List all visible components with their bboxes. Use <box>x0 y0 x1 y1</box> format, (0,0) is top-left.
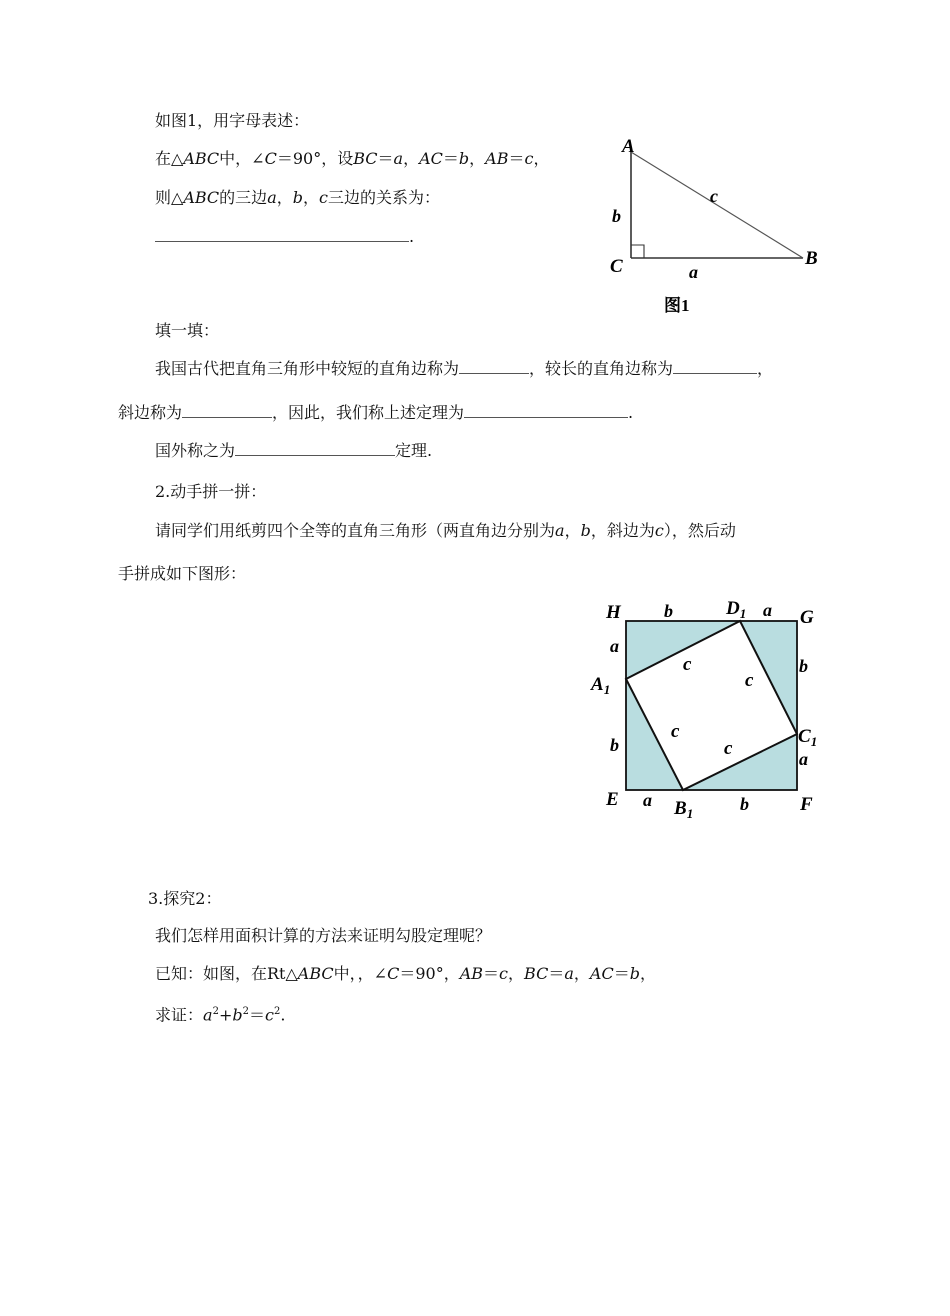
var-ac: AC <box>419 149 443 168</box>
equals: ＝ <box>613 964 630 983</box>
fill-text: 国外称之为 <box>155 441 236 460</box>
var-a: a <box>393 149 404 168</box>
section-2-paragraph-1 <box>155 520 736 542</box>
given-text <box>155 148 549 170</box>
equals: ＝ <box>442 149 459 168</box>
inner-c-label-right: c <box>745 670 754 691</box>
known-conditions <box>155 963 656 985</box>
var-abc: ABC <box>183 188 220 207</box>
sep: ， <box>533 149 550 168</box>
fill-text: . <box>628 403 634 422</box>
equals: ＝ <box>508 149 525 168</box>
given-part: 在△ <box>155 149 184 168</box>
intro-text: 如图1，用字母表述： <box>155 111 310 130</box>
fill-line-2 <box>118 402 633 424</box>
sep: ， <box>639 964 656 983</box>
right-b-label: b <box>799 656 808 676</box>
sep: ， <box>303 188 320 207</box>
inner-c-label-top: c <box>683 654 692 675</box>
side-c-label: c <box>710 186 718 206</box>
inner-c-label-left: c <box>671 721 680 742</box>
var-a: a <box>267 188 277 207</box>
fill-text: 定理. <box>395 441 433 460</box>
var-bc: BC <box>353 149 378 168</box>
right-a-label: a <box>799 749 808 769</box>
relation-answer-line <box>155 226 414 248</box>
var-c: c <box>654 521 664 540</box>
theorem-name-blank[interactable] <box>464 403 628 418</box>
vertex-c-label: C <box>610 256 623 277</box>
vertex-a1-label: $A_1$ <box>591 674 611 697</box>
section-2-heading: 2.动手拼一拼： <box>155 482 267 501</box>
bottom-b-label: b <box>740 794 749 814</box>
section-2-paragraph-2: 手拼成如下图形： <box>118 564 247 583</box>
relation-answer-blank[interactable] <box>155 227 409 242</box>
sep: ， <box>403 149 420 168</box>
sep: ， <box>573 964 590 983</box>
plus-sign: + <box>218 1005 233 1025</box>
var-a: a <box>203 1005 213 1025</box>
var-ab: AB <box>485 149 509 168</box>
var-b: b <box>580 521 591 540</box>
left-a-label: a <box>610 636 619 656</box>
fill-text: ， <box>757 359 774 378</box>
figure-1-caption: 图1 <box>664 296 690 315</box>
vertex-g-label: G <box>800 607 814 628</box>
foreign-theorem-name-blank[interactable] <box>235 441 395 456</box>
var-b: b <box>292 188 303 207</box>
section-3-question: 我们怎样用面积计算的方法来证明勾股定理呢？ <box>155 926 492 945</box>
relation-part: 的三边 <box>219 188 268 207</box>
long-leg-name-blank[interactable] <box>673 359 757 374</box>
var-abc: ABC <box>183 149 220 168</box>
var-abc: ABC <box>297 964 334 983</box>
exponent: 2 <box>212 1006 219 1017</box>
fill-heading: 填一填： <box>155 321 220 340</box>
fill-line-1 <box>155 358 773 380</box>
bottom-a-label: a <box>643 790 652 810</box>
given-part: 中，∠ <box>219 149 265 168</box>
prove-text: 求证： <box>155 1005 204 1025</box>
vertex-e-label: E <box>606 789 619 810</box>
relation-part: 则△ <box>155 188 184 207</box>
period: . <box>280 1005 286 1025</box>
para-text: ，斜边为 <box>590 521 655 540</box>
vertex-a-label: A <box>622 136 635 157</box>
vertex-c1-label: $C_1$ <box>798 726 818 749</box>
vertex-b1-label: $B_1$ <box>674 798 694 821</box>
right-angle-mark <box>631 245 644 258</box>
var-c: c <box>264 1005 274 1025</box>
equals: ＝ <box>548 964 565 983</box>
short-leg-name-blank[interactable] <box>459 359 529 374</box>
var-c: C <box>387 964 400 983</box>
top-a-label: a <box>763 600 772 620</box>
left-b-label: b <box>610 735 619 755</box>
fill-text: ，较长的直角边称为 <box>529 359 674 378</box>
vertex-b-label: B <box>805 248 818 269</box>
equals: ＝ <box>248 1005 265 1025</box>
sep: ， <box>564 521 581 540</box>
fill-text: ，因此，我们称上述定理为 <box>272 403 465 422</box>
var-ac: AC <box>589 964 614 983</box>
period: . <box>409 227 415 246</box>
known-text: 已知：如图，在Rt△ <box>155 964 298 983</box>
sep: ， <box>276 188 293 207</box>
para-text: ），然后动 <box>663 521 736 540</box>
figure-2-square-puzzle <box>588 592 838 828</box>
var-b: b <box>232 1005 243 1025</box>
sep: ， <box>508 964 525 983</box>
var-ab: AB <box>459 964 484 983</box>
inner-c-label-bottom: c <box>724 738 733 759</box>
fill-text: 我国古代把直角三角形中较短的直角边称为 <box>155 359 460 378</box>
vertex-h-label: H <box>606 602 621 623</box>
fill-text: 斜边称为 <box>118 403 183 422</box>
equals: ＝ <box>377 149 394 168</box>
var-b: b <box>629 964 640 983</box>
given-part: ＝90°，设 <box>276 149 354 168</box>
relation-text <box>155 187 440 209</box>
var-a: a <box>555 521 565 540</box>
relation-part: 三边的关系为： <box>327 188 440 207</box>
known-text: ＝90°， <box>399 964 460 983</box>
sep: ， <box>469 149 486 168</box>
exponent: 2 <box>242 1006 249 1017</box>
side-a-label: a <box>689 262 698 282</box>
vertex-f-label: F <box>800 794 813 815</box>
exponent: 2 <box>273 1006 281 1017</box>
section-3-heading: 3.探究2： <box>148 889 222 908</box>
equals: ＝ <box>483 964 500 983</box>
var-b: b <box>458 149 470 168</box>
var-c: C <box>264 149 277 168</box>
vertex-d1-label: $D_1$ <box>726 598 747 621</box>
var-c: c <box>319 188 328 207</box>
var-c: c <box>499 964 508 983</box>
var-bc: BC <box>524 964 549 983</box>
known-text: 中，，∠ <box>333 964 388 983</box>
fill-line-3 <box>155 440 432 462</box>
prove-statement <box>155 1001 285 1026</box>
top-b-label: b <box>664 601 673 621</box>
figure-1-right-triangle <box>600 130 830 320</box>
para-text: 请同学们用纸剪四个全等的直角三角形（两直角边分别为 <box>155 521 556 540</box>
var-c: c <box>524 149 534 168</box>
var-a: a <box>564 964 574 983</box>
side-b-label: b <box>612 206 621 226</box>
hypotenuse-name-blank[interactable] <box>182 403 272 418</box>
